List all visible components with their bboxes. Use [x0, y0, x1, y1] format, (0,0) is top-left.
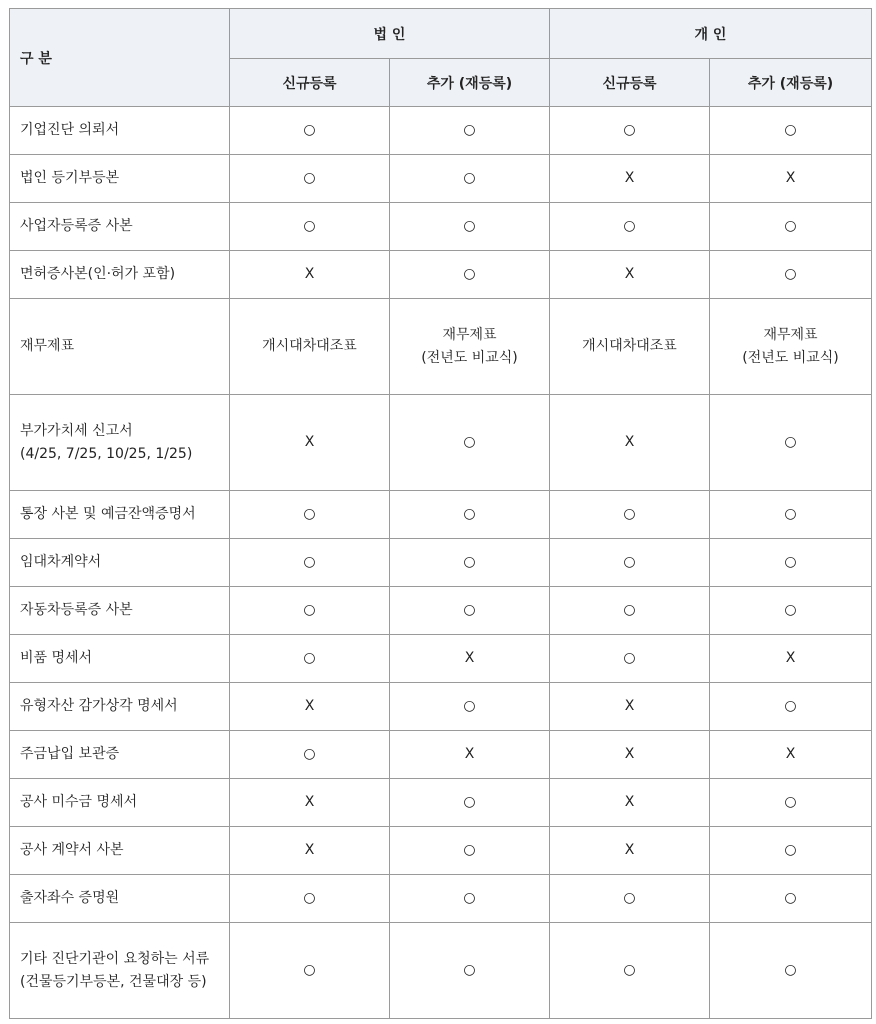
- row-cell: [550, 251, 710, 299]
- row-cell: [710, 107, 872, 155]
- row-label-line: 기업진단 의뢰서: [20, 122, 120, 138]
- row-cell: [230, 203, 390, 251]
- row-cell: [550, 875, 710, 923]
- table-row: [10, 203, 872, 251]
- table-row: [10, 395, 872, 491]
- row-cell: [550, 299, 710, 395]
- row-cell: [390, 827, 550, 875]
- row-label: [10, 491, 230, 539]
- table-body: [10, 107, 872, 1019]
- cell-mark: ○: [463, 506, 476, 522]
- row-label: [10, 683, 230, 731]
- cell-mark: ○: [623, 890, 636, 906]
- cell-mark: ○: [463, 842, 476, 858]
- cell-mark: ○: [463, 434, 476, 450]
- cell-mark: X: [624, 266, 635, 282]
- cell-mark: X: [304, 794, 315, 810]
- cell-mark: X: [304, 842, 315, 858]
- row-cell: [710, 827, 872, 875]
- row-cell: [390, 587, 550, 635]
- row-label-line: 주금납입 보관증: [20, 746, 120, 762]
- cell-mark: 재무제표: [763, 326, 818, 343]
- table-row: [10, 107, 872, 155]
- cell-mark: ○: [623, 962, 636, 978]
- cell-mark: 개시대차대조표: [582, 338, 677, 354]
- table-row: [10, 875, 872, 923]
- header-corporate-additional: 추가 (재등록): [390, 59, 550, 107]
- row-cell: [550, 587, 710, 635]
- cell-mark: ○: [463, 602, 476, 618]
- cell-mark: X: [624, 842, 635, 858]
- row-cell: [550, 155, 710, 203]
- row-cell: [230, 587, 390, 635]
- row-label-line: (4/25, 7/25, 10/25, 1/25): [20, 445, 193, 462]
- cell-mark: ○: [784, 266, 797, 282]
- row-label: [10, 923, 230, 1019]
- row-label: [10, 395, 230, 491]
- table-row: [10, 587, 872, 635]
- cell-mark: ○: [784, 506, 797, 522]
- row-label: [10, 251, 230, 299]
- row-cell: [390, 203, 550, 251]
- row-cell: [390, 875, 550, 923]
- row-label-line: 비품 명세서: [20, 650, 93, 666]
- row-cell: [710, 539, 872, 587]
- header-category: 구 분: [10, 9, 230, 107]
- row-cell: [550, 203, 710, 251]
- row-cell: [390, 299, 550, 395]
- row-cell: [390, 731, 550, 779]
- cell-mark: ○: [303, 746, 316, 762]
- row-label: [10, 635, 230, 683]
- row-label-line: 부가가치세 신고서: [20, 422, 133, 439]
- cell-mark: X: [785, 170, 796, 186]
- row-label: [10, 107, 230, 155]
- row-cell: [710, 299, 872, 395]
- row-cell: [390, 491, 550, 539]
- header-corporate: 법 인: [230, 9, 550, 59]
- cell-mark: ○: [303, 218, 316, 234]
- cell-mark: ○: [303, 890, 316, 906]
- row-cell: [230, 923, 390, 1019]
- cell-mark: ○: [303, 962, 316, 978]
- row-label-line: 임대차계약서: [20, 554, 102, 570]
- row-cell: [550, 635, 710, 683]
- cell-mark: (전년도 비교식): [742, 349, 839, 366]
- row-cell: [710, 683, 872, 731]
- cell-mark: 재무제표: [442, 326, 497, 343]
- header-individual-additional: 추가 (재등록): [710, 59, 872, 107]
- row-label: [10, 203, 230, 251]
- cell-mark: X: [624, 434, 635, 450]
- header-individual-new: 신규등록: [550, 59, 710, 107]
- table-row: [10, 827, 872, 875]
- cell-mark: ○: [784, 962, 797, 978]
- row-label-line: 공사 계약서 사본: [20, 842, 124, 858]
- cell-mark: ○: [784, 602, 797, 618]
- row-cell: [390, 155, 550, 203]
- row-cell: [230, 875, 390, 923]
- row-cell: [390, 395, 550, 491]
- header-corporate-new: 신규등록: [230, 59, 390, 107]
- row-cell: [710, 587, 872, 635]
- row-cell: [230, 683, 390, 731]
- cell-mark: ○: [623, 506, 636, 522]
- row-label: [10, 875, 230, 923]
- row-cell: [710, 923, 872, 1019]
- cell-mark: ○: [303, 602, 316, 618]
- row-cell: [230, 731, 390, 779]
- table-row: [10, 539, 872, 587]
- cell-mark: ○: [623, 602, 636, 618]
- row-cell: [710, 203, 872, 251]
- row-label: [10, 827, 230, 875]
- table-row: [10, 299, 872, 395]
- row-cell: [710, 875, 872, 923]
- row-cell: [230, 779, 390, 827]
- row-cell: [550, 827, 710, 875]
- cell-mark: ○: [623, 554, 636, 570]
- cell-mark: ○: [463, 698, 476, 714]
- table-row: [10, 779, 872, 827]
- cell-mark: X: [304, 434, 315, 450]
- row-cell: [230, 827, 390, 875]
- row-cell: [550, 539, 710, 587]
- row-cell: [230, 107, 390, 155]
- cell-mark: ○: [623, 122, 636, 138]
- row-cell: [550, 683, 710, 731]
- row-cell: [710, 395, 872, 491]
- row-label-line: 자동차등록증 사본: [20, 602, 133, 618]
- row-cell: [230, 251, 390, 299]
- table-row: [10, 923, 872, 1019]
- row-cell: [550, 395, 710, 491]
- table-row: [10, 491, 872, 539]
- row-cell: [390, 107, 550, 155]
- cell-mark: ○: [303, 170, 316, 186]
- table-row: [10, 683, 872, 731]
- row-cell: [550, 731, 710, 779]
- row-label-line: 법인 등기부등본: [20, 170, 120, 186]
- row-cell: [550, 491, 710, 539]
- row-label: [10, 539, 230, 587]
- header-individual: 개 인: [550, 9, 872, 59]
- cell-mark: ○: [303, 506, 316, 522]
- cell-mark: X: [624, 746, 635, 762]
- cell-mark: ○: [784, 698, 797, 714]
- row-cell: [710, 491, 872, 539]
- cell-mark: X: [304, 266, 315, 282]
- cell-mark: ○: [784, 122, 797, 138]
- row-cell: [390, 635, 550, 683]
- row-cell: [230, 299, 390, 395]
- row-cell: [390, 683, 550, 731]
- table-row: [10, 731, 872, 779]
- row-cell: [710, 779, 872, 827]
- row-cell: [550, 923, 710, 1019]
- row-cell: [710, 155, 872, 203]
- row-label: [10, 155, 230, 203]
- cell-mark: ○: [784, 794, 797, 810]
- row-cell: [230, 395, 390, 491]
- cell-mark: X: [624, 698, 635, 714]
- cell-mark: ○: [463, 890, 476, 906]
- row-cell: [550, 779, 710, 827]
- required-documents-table: [9, 8, 872, 1019]
- row-label: [10, 731, 230, 779]
- table-row: [10, 155, 872, 203]
- cell-mark: X: [304, 698, 315, 714]
- row-label-line: 재무제표: [20, 338, 75, 354]
- row-label: [10, 587, 230, 635]
- table-row: [10, 635, 872, 683]
- row-label-line: 통장 사본 및 예금잔액증명서: [20, 506, 196, 522]
- cell-mark: X: [785, 650, 796, 666]
- cell-mark: ○: [303, 122, 316, 138]
- row-cell: [710, 635, 872, 683]
- row-cell: [390, 539, 550, 587]
- cell-mark: ○: [623, 218, 636, 234]
- cell-mark: ○: [784, 890, 797, 906]
- cell-mark: ○: [463, 122, 476, 138]
- cell-mark: X: [464, 746, 475, 762]
- row-label: [10, 779, 230, 827]
- row-cell: [710, 251, 872, 299]
- cell-mark: ○: [303, 650, 316, 666]
- row-cell: [550, 107, 710, 155]
- row-cell: [230, 539, 390, 587]
- row-label-line: 출자좌수 증명원: [20, 890, 120, 906]
- cell-mark: ○: [784, 218, 797, 234]
- row-cell: [390, 923, 550, 1019]
- cell-mark: ○: [463, 794, 476, 810]
- row-cell: [390, 251, 550, 299]
- table-row: [10, 251, 872, 299]
- row-label-line: 공사 미수금 명세서: [20, 794, 138, 810]
- row-label-line: 유형자산 감가상각 명세서: [20, 698, 178, 714]
- cell-mark: (전년도 비교식): [421, 349, 518, 366]
- cell-mark: ○: [463, 266, 476, 282]
- row-label-line: 사업자등록증 사본: [20, 218, 133, 234]
- cell-mark: X: [785, 746, 796, 762]
- row-cell: [710, 731, 872, 779]
- cell-mark: X: [624, 794, 635, 810]
- row-label: [10, 299, 230, 395]
- cell-mark: ○: [463, 554, 476, 570]
- cell-mark: X: [624, 170, 635, 186]
- cell-mark: ○: [784, 434, 797, 450]
- cell-mark: X: [464, 650, 475, 666]
- cell-mark: ○: [463, 962, 476, 978]
- row-label-line: 면허증사본(인·허가 포함): [20, 266, 176, 282]
- cell-mark: ○: [463, 170, 476, 186]
- row-cell: [390, 779, 550, 827]
- cell-mark: ○: [463, 218, 476, 234]
- row-label-line: 기타 진단기관이 요청하는 서류: [20, 950, 210, 967]
- cell-mark: 개시대차대조표: [262, 338, 357, 354]
- cell-mark: ○: [784, 554, 797, 570]
- row-cell: [230, 491, 390, 539]
- row-label-line: (건물등기부등본, 건물대장 등): [20, 973, 207, 990]
- row-cell: [230, 155, 390, 203]
- cell-mark: ○: [623, 650, 636, 666]
- row-cell: [230, 635, 390, 683]
- cell-mark: ○: [784, 842, 797, 858]
- cell-mark: ○: [303, 554, 316, 570]
